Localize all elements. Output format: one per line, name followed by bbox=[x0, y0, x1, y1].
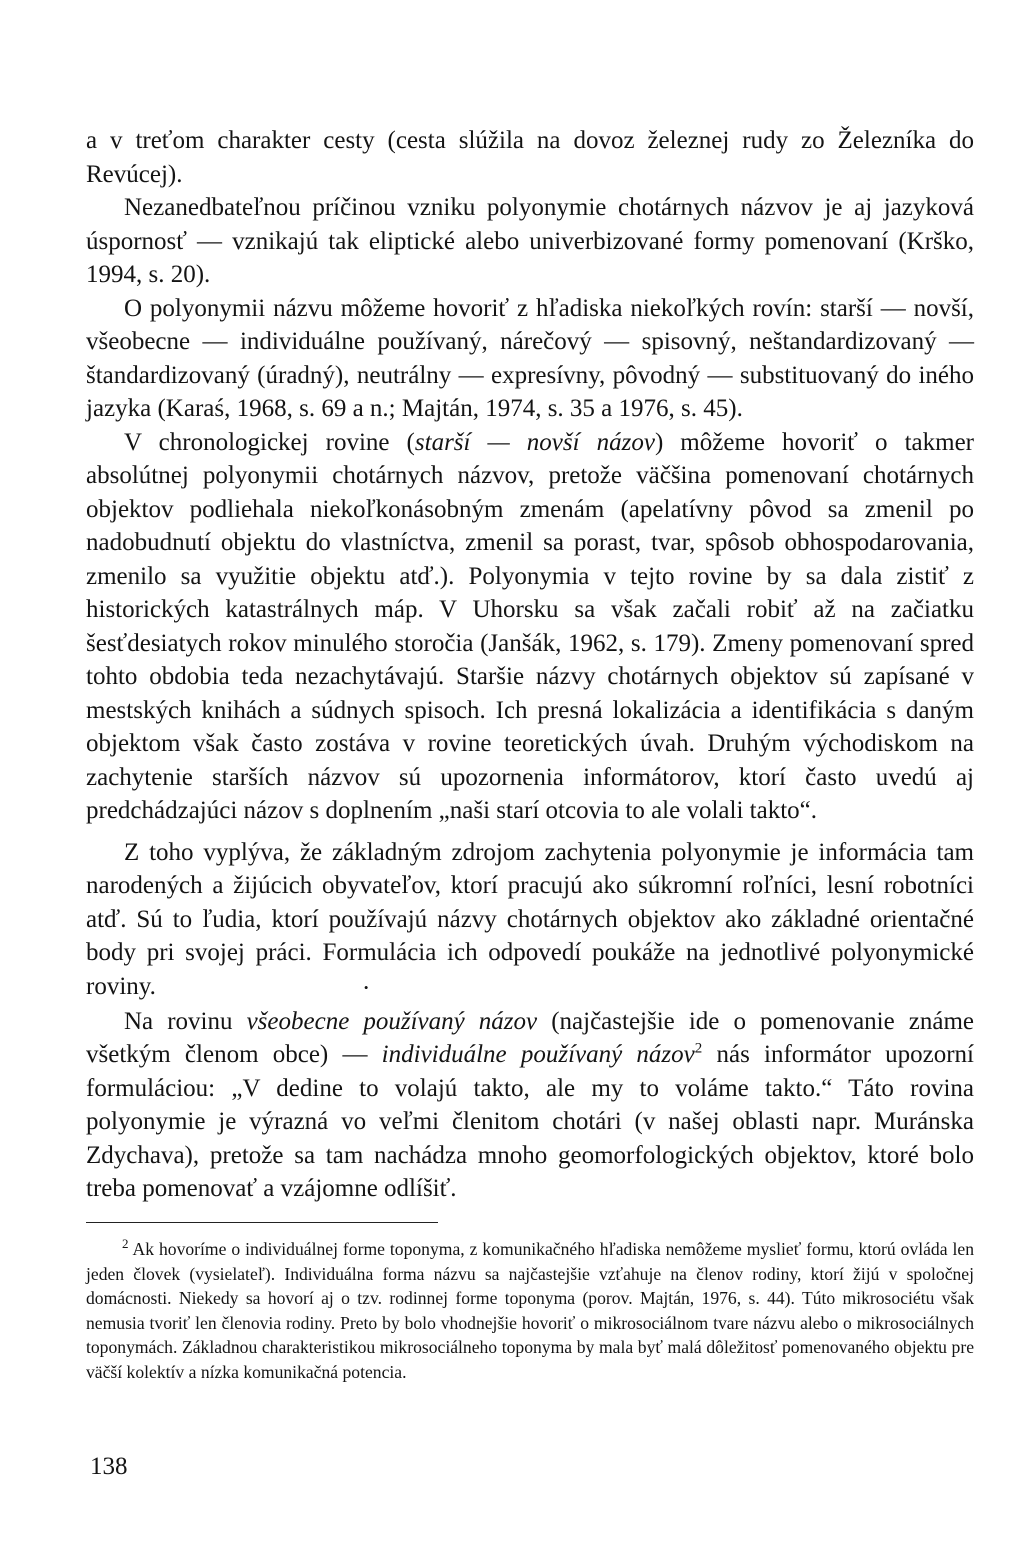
paragraph-1: a v treťom charakter cesty (cesta slúžila na dovoz železnej rudy zo Železníka do Revúcej). bbox=[86, 127, 974, 188]
body-text bbox=[86, 124, 974, 1206]
paragraph-6-pre: Na rovinu bbox=[124, 1007, 247, 1035]
paragraph-6-italic-1: všeobecne používaný názov bbox=[246, 1007, 538, 1035]
paragraph-6-mid: (najčastejšie ide o pomenovanie známe všetkým členom obce) — bbox=[86, 1007, 975, 1069]
paragraph-5-text: Z toho vyplýva, že základným zdrojom zachytenia polyonymie je informácia tam narodených a žijúcich obyvateľov, ktorí pracujú ako súkromní roľníci, lesní robotníci atď. Sú to ľudia, ktorí používajú názvy chotárnych objektov ako základné orientačné body pri svojej práci. Formulácia ich odpovedí poukáže na jednotlivé polyonymické roviny. bbox=[86, 838, 974, 1000]
paragraph-4 bbox=[86, 426, 974, 828]
paragraph-6-italic-2: individuálne používaný názov bbox=[381, 1041, 695, 1069]
footnote bbox=[86, 1237, 974, 1384]
paragraph-5 bbox=[86, 836, 974, 1005]
footnote-reference: 2 bbox=[694, 1040, 703, 1057]
paragraph-4-italic: starší — novší názov bbox=[414, 428, 655, 456]
paragraph-4-pre: V chronologickej rovine ( bbox=[124, 428, 415, 456]
paragraph-3: O polyonymii názvu môžeme hovoriť z hľadiska niekoľkých rovín: starší — novší, všeobecne — individuálne používaný, nárečový — spisovný, neštandardizovaný — štandardizovaný (úradný), neutrálny — expresívny, pôvodný — substituovaný do iného jazyka (Karaś, 1968, s. 69 a n.; Majtán, 1974, s. 35 a 1976, s. 45). bbox=[86, 294, 974, 422]
paragraph-6 bbox=[86, 1005, 974, 1206]
paragraph-4-post: ) môžeme hovoriť o takmer absolútnej polyonymii chotárnych názvov, pretože väčšina pomenovaní chotárnych objektov podliehala niekoľkonásobným zmenám (apelatívny pôvod sa zmenil po nadobudnutí objektu do vlastníctva, zmenil sa porast, tvar, spôsob obhospodarovania, zmenilo sa využitie objektu atď.). Polyonymia v tejto rovine by sa dala zistiť z historických katastrálnych máp. V Uhorsku sa však začali robiť až na začiatku šesťdesiatych rokov minulého storočia (Janšák, 1962, s. 179). Zmeny pomenovaní spred tohto obdobia teda nezachytávajú. Staršie názvy chotárnych objektov sú zapísané v mestských knihách a súdnych spisoch. Ich presná lokalizácia a identifikácia s daným objektom však často zostáva v rovine teoretických úvah. Druhým východiskom na zachytenie starších názvov sú upozornenia informátorov, ktorí často uvedú aj predchádzajúci názov s doplnením „naši starí otcovia to ale volali takto“. bbox=[86, 428, 974, 824]
footnote-divider bbox=[86, 1222, 438, 1223]
footnote-mark: 2 bbox=[122, 1236, 129, 1252]
footnote-text: Ak hovoríme o individuálnej forme toponyma, z komunikačného hľadiska nemôžeme myslieť formu, ktorú ovláda len jeden človek (vysielateľ). Individuálna forma názvu sa najčastejšie vzťahuje na členov rodiny, ktorí žijú v spoločnej domácnosti. Niekedy sa hovorí aj o tzv. rodinnej forme toponyma (porov. Majtán, 1976, s. 44). Túto mikrosociétu však nemusia tvoriť len členovia rodiny. Preto by bolo vhodnejšie hovoriť o mikrosociálnom tvare názvu alebo o mikrosociálnych toponymách. Základnou charakteristikou mikrosociálneho toponyma by mala byť malá dôležitosť pomenovaného objektu pre väčší kolektív a nízka komunikačná potencia. bbox=[86, 1239, 974, 1382]
paragraph-2: Nezanedbateľnou príčinou vzniku polyonymie chotárnych názvov je aj jazyková úspornosť — vznikajú tak eliptické alebo univerbizované formy pomenovaní (Krško, 1994, s. 20). bbox=[86, 194, 974, 288]
page-number: 138 bbox=[90, 1453, 128, 1480]
stray-mark: • bbox=[363, 980, 369, 996]
paragraph-6-post: nás informátor upozorní formuláciou: „V dedine to volajú takto, ale my to voláme takto.“ Táto rovina polyonymie je výrazná vo veľmi členitom chotári (v našej oblasti napr. Muránska Zdychava), pretože sa tam nachádza mnoho geomorfologických objektov, ktoré bolo treba pomenovať a vzájomne odlíšiť. bbox=[86, 1041, 974, 1203]
